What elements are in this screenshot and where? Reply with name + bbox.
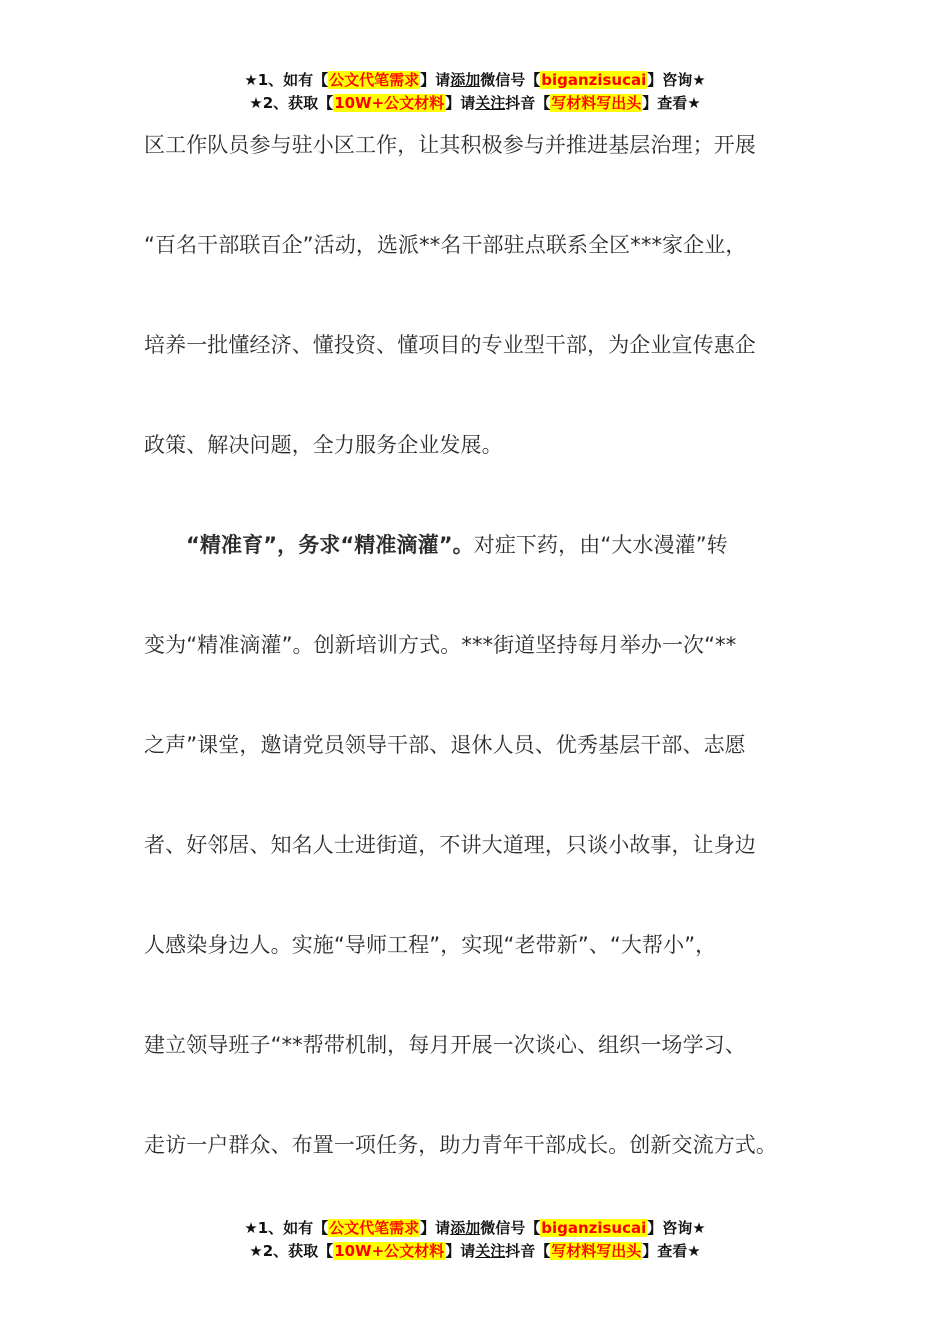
banner-line-1: ★1、如有【公文代笔需求】请添加微信号【biganzisucai】咨询★ [244,1219,706,1237]
highlight-ghostwriting: 公文代笔需求 [329,71,420,89]
highlight-douyin: 写材料写出头 [551,94,642,112]
banner-line-1: ★1、如有【公文代笔需求】请添加微信号【biganzisucai】咨询★ [244,71,706,89]
paragraph-line: 变为“精准滴灌”。创新培训方式。***街道坚持每月举办一次“** [144,633,737,657]
highlight-ghostwriting: 公文代笔需求 [329,1219,420,1237]
highlight-wechat-id: biganzisucai [541,1219,647,1237]
section-heading: “精准育”，务求“精准滴灌”。 [186,533,474,557]
section-heading-line: “精准育”，务求“精准滴灌”。对症下药，由“大水漫灌”转 [186,533,728,557]
top-banner [0,69,950,115]
paragraph-line: 者、好邻居、知名人士进街道，不讲大道理，只谈小故事，让身边 [144,833,756,857]
highlight-materials: 10W+公文材料 [334,1242,445,1260]
paragraph-line: 人感染身边人。实施“导师工程”，实现“老带新”、“大帮小”， [144,933,717,957]
paragraph-line: 之声”课堂，邀请党员领导干部、退休人员、优秀基层干部、志愿 [144,733,746,757]
paragraph-line: 建立领导班子“**帮带机制，每月开展一次谈心、组织一场学习、 [144,1033,746,1057]
paragraph-line: 培养一批懂经济、懂投资、懂项目的专业型干部，为企业宣传惠企 [144,333,756,357]
paragraph-line: 政策、解决问题，全力服务企业发展。 [144,433,503,457]
document-body [144,125,834,1225]
highlight-douyin: 写材料写出头 [551,1242,642,1260]
paragraph-line: “百名干部联百企”活动，选派**名干部驻点联系全区***家企业， [144,233,747,257]
highlight-wechat-id: biganzisucai [541,71,647,89]
banner-line-2: ★2、获取【10W+公文材料】请关注抖音【写材料写出头】查看★ [249,94,701,112]
banner-line-2: ★2、获取【10W+公文材料】请关注抖音【写材料写出头】查看★ [249,1242,701,1260]
paragraph-line: 区工作队员参与驻小区工作，让其积极参与并推进基层治理；开展 [144,133,756,157]
bottom-banner [0,1217,950,1263]
paragraph-line: 走访一户群众、布置一项任务，助力青年干部成长。创新交流方式。 [144,1133,777,1157]
highlight-materials: 10W+公文材料 [334,94,445,112]
